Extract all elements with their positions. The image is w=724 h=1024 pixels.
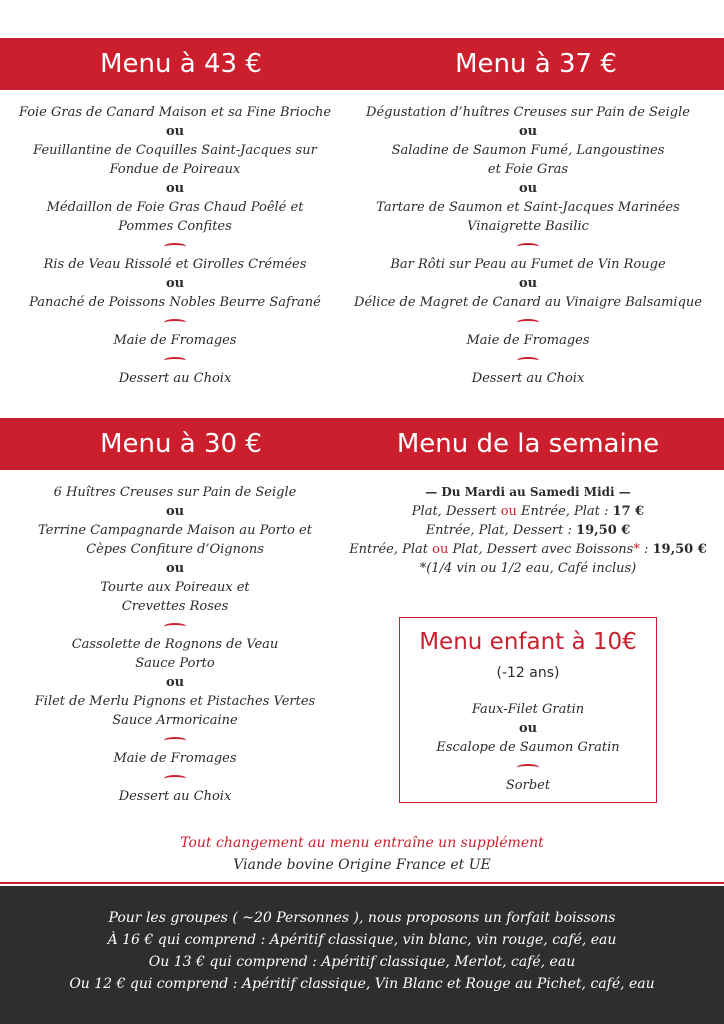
swash-divider-icon (0, 312, 356, 331)
or-label: ou (165, 675, 185, 690)
footer-line: Ou 13 € qui comprend : Apéritif classique, Merlot, café, eau (148, 954, 576, 970)
or-label: ou (518, 721, 538, 736)
swash-divider-icon (400, 757, 656, 776)
menu-item: Escalope de Saumon Gratin (436, 740, 620, 755)
menu-item: Maie de Fromages (113, 751, 237, 766)
formula-text: Entrée, Plat (349, 542, 429, 557)
or-label: ou (518, 276, 538, 291)
menu-item: Cassolette de Rognons de Veau (71, 637, 279, 652)
menu-item: Sauce Armoricaine (112, 713, 238, 728)
formula-line (347, 521, 709, 540)
or-label: ou (518, 124, 538, 139)
menu-enfant-age: (-12 ans) (496, 665, 560, 681)
price: 19,50 € (576, 523, 631, 538)
swash-divider-icon (347, 312, 709, 331)
formula-text: Entrée, Plat, Dessert : (425, 523, 572, 538)
menu-item: Dessert au Choix (471, 371, 585, 386)
menu-item: Tourte aux Poireaux et (100, 580, 250, 595)
menu-item: Terrine Campagnarde Maison au Porto et (38, 523, 312, 538)
footer-line: Pour les groupes ( ~20 Personnes ), nous proposons un forfait boissons (108, 910, 616, 926)
semaine-subtitle: — Du Mardi au Samedi Midi — (425, 485, 631, 499)
menu-item: Maie de Fromages (113, 333, 237, 348)
menu-item: Ris de Veau Rissolé et Girolles Crémées (43, 257, 307, 272)
swash-divider-icon (347, 236, 709, 255)
menu-item: Faux-Filet Gratin (471, 702, 585, 717)
menu-item: 6 Huîtres Creuses sur Pain de Seigle (53, 485, 297, 500)
menu-item: Sorbet (505, 778, 551, 793)
origin-note: Viande bovine Origine France et UE (233, 857, 491, 873)
or-label: ou (432, 542, 449, 557)
formula-text: Entrée, Plat : (521, 504, 609, 519)
or-label: ou (165, 181, 185, 196)
menu-item: Panaché de Poissons Nobles Beurre Safrané (29, 295, 321, 310)
swash-divider-icon (0, 730, 356, 749)
menu-item: Dessert au Choix (118, 371, 232, 386)
menu-item: Fondue de Poireaux (109, 162, 241, 177)
formula-text: : (643, 542, 649, 557)
price: 17 € (612, 504, 645, 519)
menu-item: Pommes Confites (118, 219, 232, 234)
menu-semaine-title: Menu de la semaine (396, 429, 660, 459)
footer-line: Ou 12 € qui comprend : Apéritif classique, Vin Blanc et Rouge au Pichet, café, eau (69, 976, 655, 992)
menu-semaine-list (347, 483, 709, 578)
menu-item: Maie de Fromages (466, 333, 590, 348)
footer-line: À 16 € qui comprend : Apéritif classique, vin blanc, vin rouge, café, eau (107, 932, 617, 948)
semaine-note: *(1/4 vin ou 1/2 eau, Café inclus) (419, 561, 637, 576)
swash-divider-icon (347, 350, 709, 369)
swash-divider-icon (0, 236, 356, 255)
supplement-note: Tout changement au menu entraîne un supplément (180, 835, 544, 851)
menu-item: Crevettes Roses (121, 599, 229, 614)
menu-30-list (0, 483, 356, 806)
asterisk: * (633, 542, 640, 557)
or-label: ou (500, 504, 517, 519)
menu-item: Dégustation d’huîtres Creuses sur Pain de Seigle (366, 105, 690, 120)
menu-item: Saladine de Saumon Fumé, Langoustines (391, 143, 665, 158)
or-label: ou (165, 504, 185, 519)
menu-item: Dessert au Choix (118, 789, 232, 804)
menu-item: et Foie Gras (487, 162, 569, 177)
menu-item: Cèpes Confiture d’Oignons (86, 542, 264, 557)
menu-37-list (347, 103, 709, 388)
menu-item: Bar Rôti sur Peau au Fumet de Vin Rouge (390, 257, 666, 272)
or-label: ou (518, 181, 538, 196)
or-label: ou (165, 124, 185, 139)
formula-text: Plat, Dessert (411, 504, 497, 519)
menu-enfant-title: Menu enfant à 10€ (419, 629, 637, 655)
menu-item: Feuillantine de Coquilles Saint-Jacques sur (33, 143, 317, 158)
menu-item: Sauce Porto (135, 656, 215, 671)
or-label: ou (165, 276, 185, 291)
menu-30-title: Menu à 30 € (100, 429, 262, 459)
swash-divider-icon (0, 616, 356, 635)
or-label: ou (165, 561, 185, 576)
formula-line (347, 540, 709, 559)
menu-item: Médaillon de Foie Gras Chaud Poêlé et (46, 200, 304, 215)
formula-line (347, 502, 709, 521)
menu-43-title: Menu à 43 € (100, 49, 262, 79)
price: 19,50 € (652, 542, 707, 557)
menu-37-title: Menu à 37 € (455, 49, 617, 79)
menu-item: Foie Gras de Canard Maison et sa Fine Brioche (18, 105, 332, 120)
formula-text: Plat, Dessert avec Boissons (452, 542, 634, 557)
swash-divider-icon (0, 350, 356, 369)
footer-rule (0, 882, 724, 884)
footer-groups (0, 886, 724, 1024)
menu-item: Tartare de Saumon et Saint-Jacques Marinées (376, 200, 680, 215)
swash-divider-icon (0, 768, 356, 787)
menu-43-list (0, 103, 356, 388)
menu-item: Délice de Magret de Canard au Vinaigre Balsamique (354, 295, 702, 310)
menu-item: Vinaigrette Basilic (467, 219, 589, 234)
menu-enfant-box (399, 617, 657, 803)
menu-item: Filet de Merlu Pignons et Pistaches Vertes (34, 694, 316, 709)
menu-enfant-list (400, 700, 656, 795)
